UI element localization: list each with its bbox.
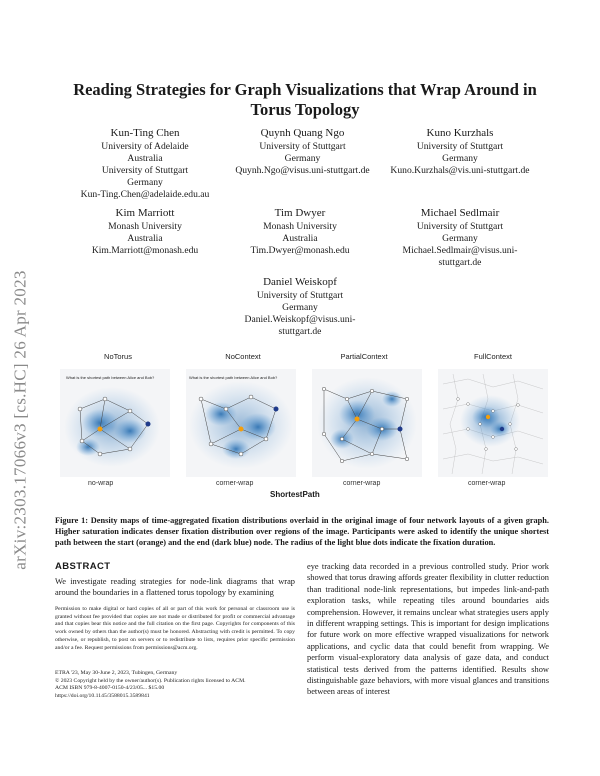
panel-question: What is the shortest path between Alice and Bob? [189, 375, 278, 380]
author-block [235, 275, 365, 338]
abstract-text-left: We investigate reading strategies for node-link diagrams that wrap around the boundaries in a flattened torus topology by examining [55, 577, 295, 598]
author-email[interactable]: Quynh.Ngo@visus.uni-stuttgart.de [235, 165, 370, 176]
panel-sublabel: no-wrap [88, 480, 114, 487]
author-email[interactable]: Michael.Sedlmair@visus.uni- [402, 245, 518, 256]
arxiv-stamp-text: arXiv:2303.17066v3 [cs.HC] 26 Apr 2023 [11, 270, 30, 570]
author-country: Germany [282, 302, 318, 313]
density-map-svg [186, 369, 296, 477]
author-block [80, 206, 210, 257]
copyright-line: © 2023 Copyright held by the owner/author(s). Publication rights licensed to ACM. [55, 677, 246, 684]
panel-sublabel: corner-wrap [468, 480, 506, 487]
author-block [385, 126, 535, 177]
density-map-svg [60, 369, 170, 477]
density-map-notorus [60, 369, 170, 477]
author-affiliation: Monash University [263, 221, 337, 232]
density-map-svg [312, 369, 422, 477]
author-email[interactable]: stuttgart.de [278, 326, 322, 337]
density-map-nocontext [186, 369, 296, 477]
arxiv-stamp [8, 180, 34, 660]
panel-sublabel: corner-wrap [216, 480, 254, 487]
author-block [80, 126, 210, 201]
author-name: Tim Dwyer [274, 207, 326, 219]
author-block [395, 206, 525, 269]
author-country: Germany [284, 153, 321, 164]
author-name: Kun-Ting Chen [110, 127, 180, 139]
panel-label: NoTorus [104, 352, 132, 361]
panel-label: PartialContext [340, 352, 388, 361]
abstract-heading: ABSTRACT [55, 561, 111, 572]
panel-label: FullContext [474, 352, 512, 361]
author-affiliation: University of Stuttgart [416, 141, 504, 152]
author-affiliation: University of Adelaide [101, 141, 189, 152]
author-email[interactable]: Daniel.Weiskopf@visus.uni- [244, 314, 356, 325]
author-email[interactable]: Kim.Marriott@monash.edu [91, 245, 199, 256]
panel-sublabel: corner-wrap [343, 480, 381, 487]
author-email[interactable]: Kun-Ting.Chen@adelaide.edu.au [80, 189, 210, 200]
figure-1 [58, 352, 558, 502]
author-country: Australia [127, 233, 163, 244]
panel-question: What is the shortest path between Alice and Bob? [66, 375, 155, 380]
author-country: Germany [442, 233, 478, 244]
author-country: Australia [282, 233, 318, 244]
author-affiliation: University of Stuttgart [416, 221, 504, 232]
author-email[interactable]: Tim.Dwyer@monash.edu [250, 245, 350, 256]
author-email[interactable]: Kuno.Kurzhals@vis.uni-stuttgart.de [390, 165, 530, 176]
density-map-svg [438, 369, 548, 477]
author-affiliation: Monash University [108, 221, 182, 232]
abstract-text-right: eye tracking data recorded in a previous controlled study. Prior work showed that torus drawing affords greater flexibility in clutter reduction than traditional node-link representations, but impedes link-and-path exploration tasks, while repeating tiles around boundaries aids comprehension. However, it remains unclear what strategies users apply in different wrapping settings. This is important for design implications for future work on more effective wrapped visualizations for network applications, and cyclic data that could benefit from wrapping. We perform visual-exploratory data analysis of gaze data, and conduct statistical tests derived from the patterns identified. Results show distinguishable gaze behaviors, with more visual glances and transitions between areas of interest [307, 562, 549, 697]
author-country: Germany [127, 177, 163, 188]
author-name: Kuno Kurzhals [426, 127, 494, 139]
density-map-fullcontext [438, 369, 548, 477]
author-affiliation: University of Stuttgart [101, 165, 189, 176]
author-affiliation: University of Stuttgart [259, 141, 346, 152]
author-affiliation: University of Stuttgart [256, 290, 344, 301]
copyright-block [55, 670, 295, 701]
author-name: Daniel Weiskopf [263, 276, 337, 288]
doi-link[interactable]: https://doi.org/10.1145/3588015.3589841 [55, 693, 150, 700]
panel-label: NoContext [225, 352, 261, 361]
isbn-line: ACM ISBN 979-8-4007-0150-4/23/05... $15.00 [55, 685, 165, 692]
paper-title: Reading Strategies for Graph Visualizations that Wrap Around in Torus Topology [73, 80, 537, 119]
venue-line: ETRA '23, May 30-June 2, 2023, Tubingen, Germany [55, 670, 178, 676]
density-map-partialcontext [312, 369, 422, 477]
author-email[interactable]: stuttgart.de [438, 257, 482, 268]
author-name: Kim Marriott [115, 207, 175, 219]
author-block [230, 126, 375, 177]
task-label: ShortestPath [270, 490, 320, 499]
figure-caption: Figure 1: Density maps of time-aggregated fixation distributions overlaid in the original image of four network layouts of a given graph. Higher saturation indicates denser fixation distribution over regions of the image. Participants were asked to identify the unique shortest path between the start (orange) and the end (dark blue) node. The radius of the light blue dots indicate the fixation duration. [55, 516, 549, 547]
author-name: Michael Sedlmair [420, 207, 500, 219]
author-block [235, 206, 365, 257]
author-name: Quynh Quang Ngo [260, 127, 345, 139]
author-country: Australia [127, 153, 163, 164]
author-country: Germany [442, 153, 478, 164]
permission-notice: Permission to make digital or hard copies of all or part of this work for personal or classroom use is granted without fee provided that copies are not made or distributed for profit or commercial advantage and that copies bear this notice and the full citation on the first page. Copyrights for components of this work owned by others than the author(s) must be honored. Abstracting with credit is permitted. To copy otherwise, or republish, to post on servers or to redistribute to lists, requires prior specific permission and/or a fee. Request permissions from permissions@acm.org. [55, 606, 295, 651]
